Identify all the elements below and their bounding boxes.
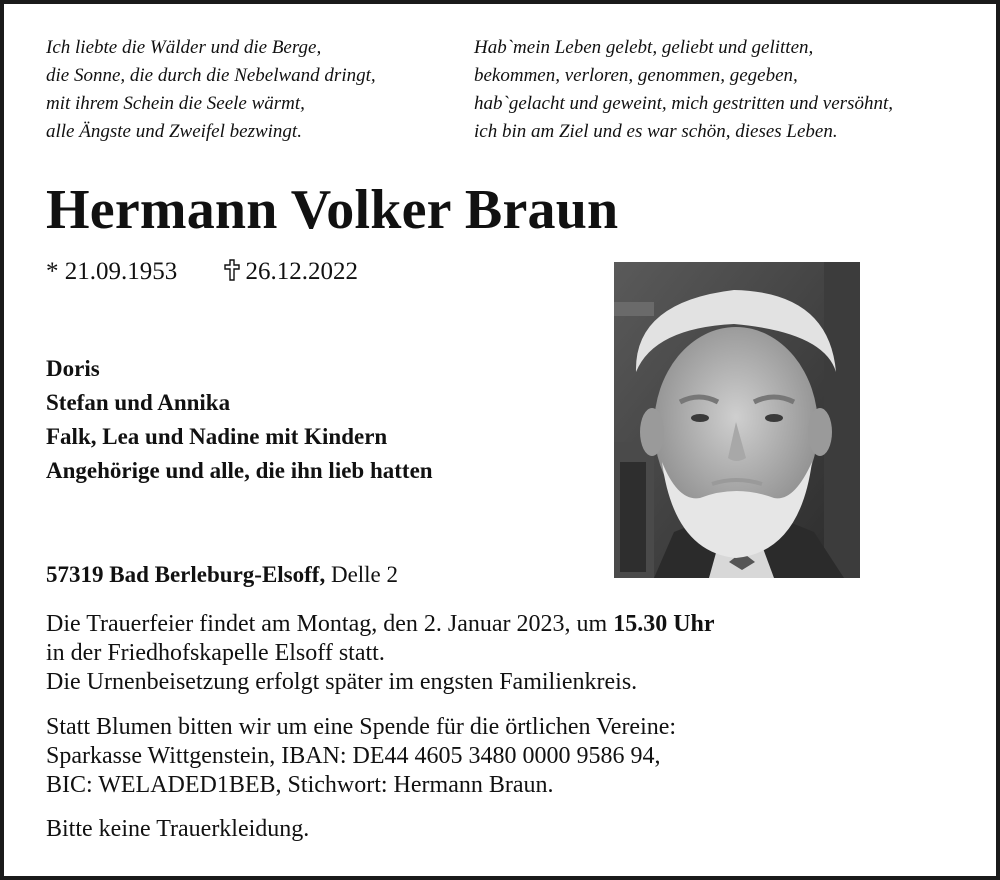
mourner-line: Falk, Lea und Nadine mit Kindern xyxy=(46,424,388,449)
service-line-1 xyxy=(46,610,715,639)
poem-line: Ich liebte die Wälder und die Berge, xyxy=(46,37,322,58)
poem-line: die Sonne, die durch die Nebelwand dringt, xyxy=(46,65,376,86)
donation-line: BIC: WELADED1BEB, Stichwort: Hermann Braun. xyxy=(46,772,554,798)
poem-line: alle Ängste und Zweifel bezwingt. xyxy=(46,121,302,142)
address-city: 57319 Bad Berleburg-Elsoff, xyxy=(46,562,326,587)
donation-info xyxy=(46,713,676,800)
service-time: 15.30 Uhr xyxy=(613,611,715,637)
poem-line: mit ihrem Schein die Seele wärmt, xyxy=(46,93,305,114)
portrait-photo xyxy=(614,262,860,578)
poem-line: Hab`mein Leben gelebt, geliebt und gelitten, xyxy=(474,37,814,58)
closing-note: Bitte keine Trauerkleidung. xyxy=(46,816,310,842)
address-street: Delle 2 xyxy=(325,562,399,587)
service-info xyxy=(46,610,715,697)
death-date-group xyxy=(224,258,359,285)
donation-line: Sparkasse Wittgenstein, IBAN: DE44 4605 3480 0000 9586 94, xyxy=(46,743,661,769)
life-dates xyxy=(46,256,358,288)
birth-date: * 21.09.1953 xyxy=(46,258,178,285)
mourners-list xyxy=(46,352,433,488)
service-line-3: Die Urnenbeisetzung erfolgt später im engsten Familienkreis. xyxy=(46,669,638,695)
address xyxy=(46,560,398,590)
cross-icon xyxy=(224,259,240,281)
mourner-line: Stefan und Annika xyxy=(46,390,231,415)
mourner-line: Doris xyxy=(46,356,100,381)
poem-line: bekommen, verloren, genommen, gegeben, xyxy=(474,65,798,86)
poem-line: hab`gelacht und geweint, mich gestritten und versöhnt, xyxy=(474,93,893,114)
service-line-2: in der Friedhofskapelle Elsoff statt. xyxy=(46,640,385,666)
death-date: 26.12.2022 xyxy=(245,258,358,285)
poem-left xyxy=(46,34,376,146)
poem-right xyxy=(474,34,893,146)
donation-line: Statt Blumen bitten wir um eine Spende für die örtlichen Vereine: xyxy=(46,714,677,740)
poem-line: ich bin am Ziel und es war schön, dieses Leben. xyxy=(474,121,838,142)
mourner-line: Angehörige und alle, die ihn lieb hatten xyxy=(46,458,433,483)
service-text: Die Trauerfeier findet am Montag, den 2. Januar 2023, um xyxy=(46,611,614,637)
deceased-name: Hermann Volker Braun xyxy=(46,179,619,241)
